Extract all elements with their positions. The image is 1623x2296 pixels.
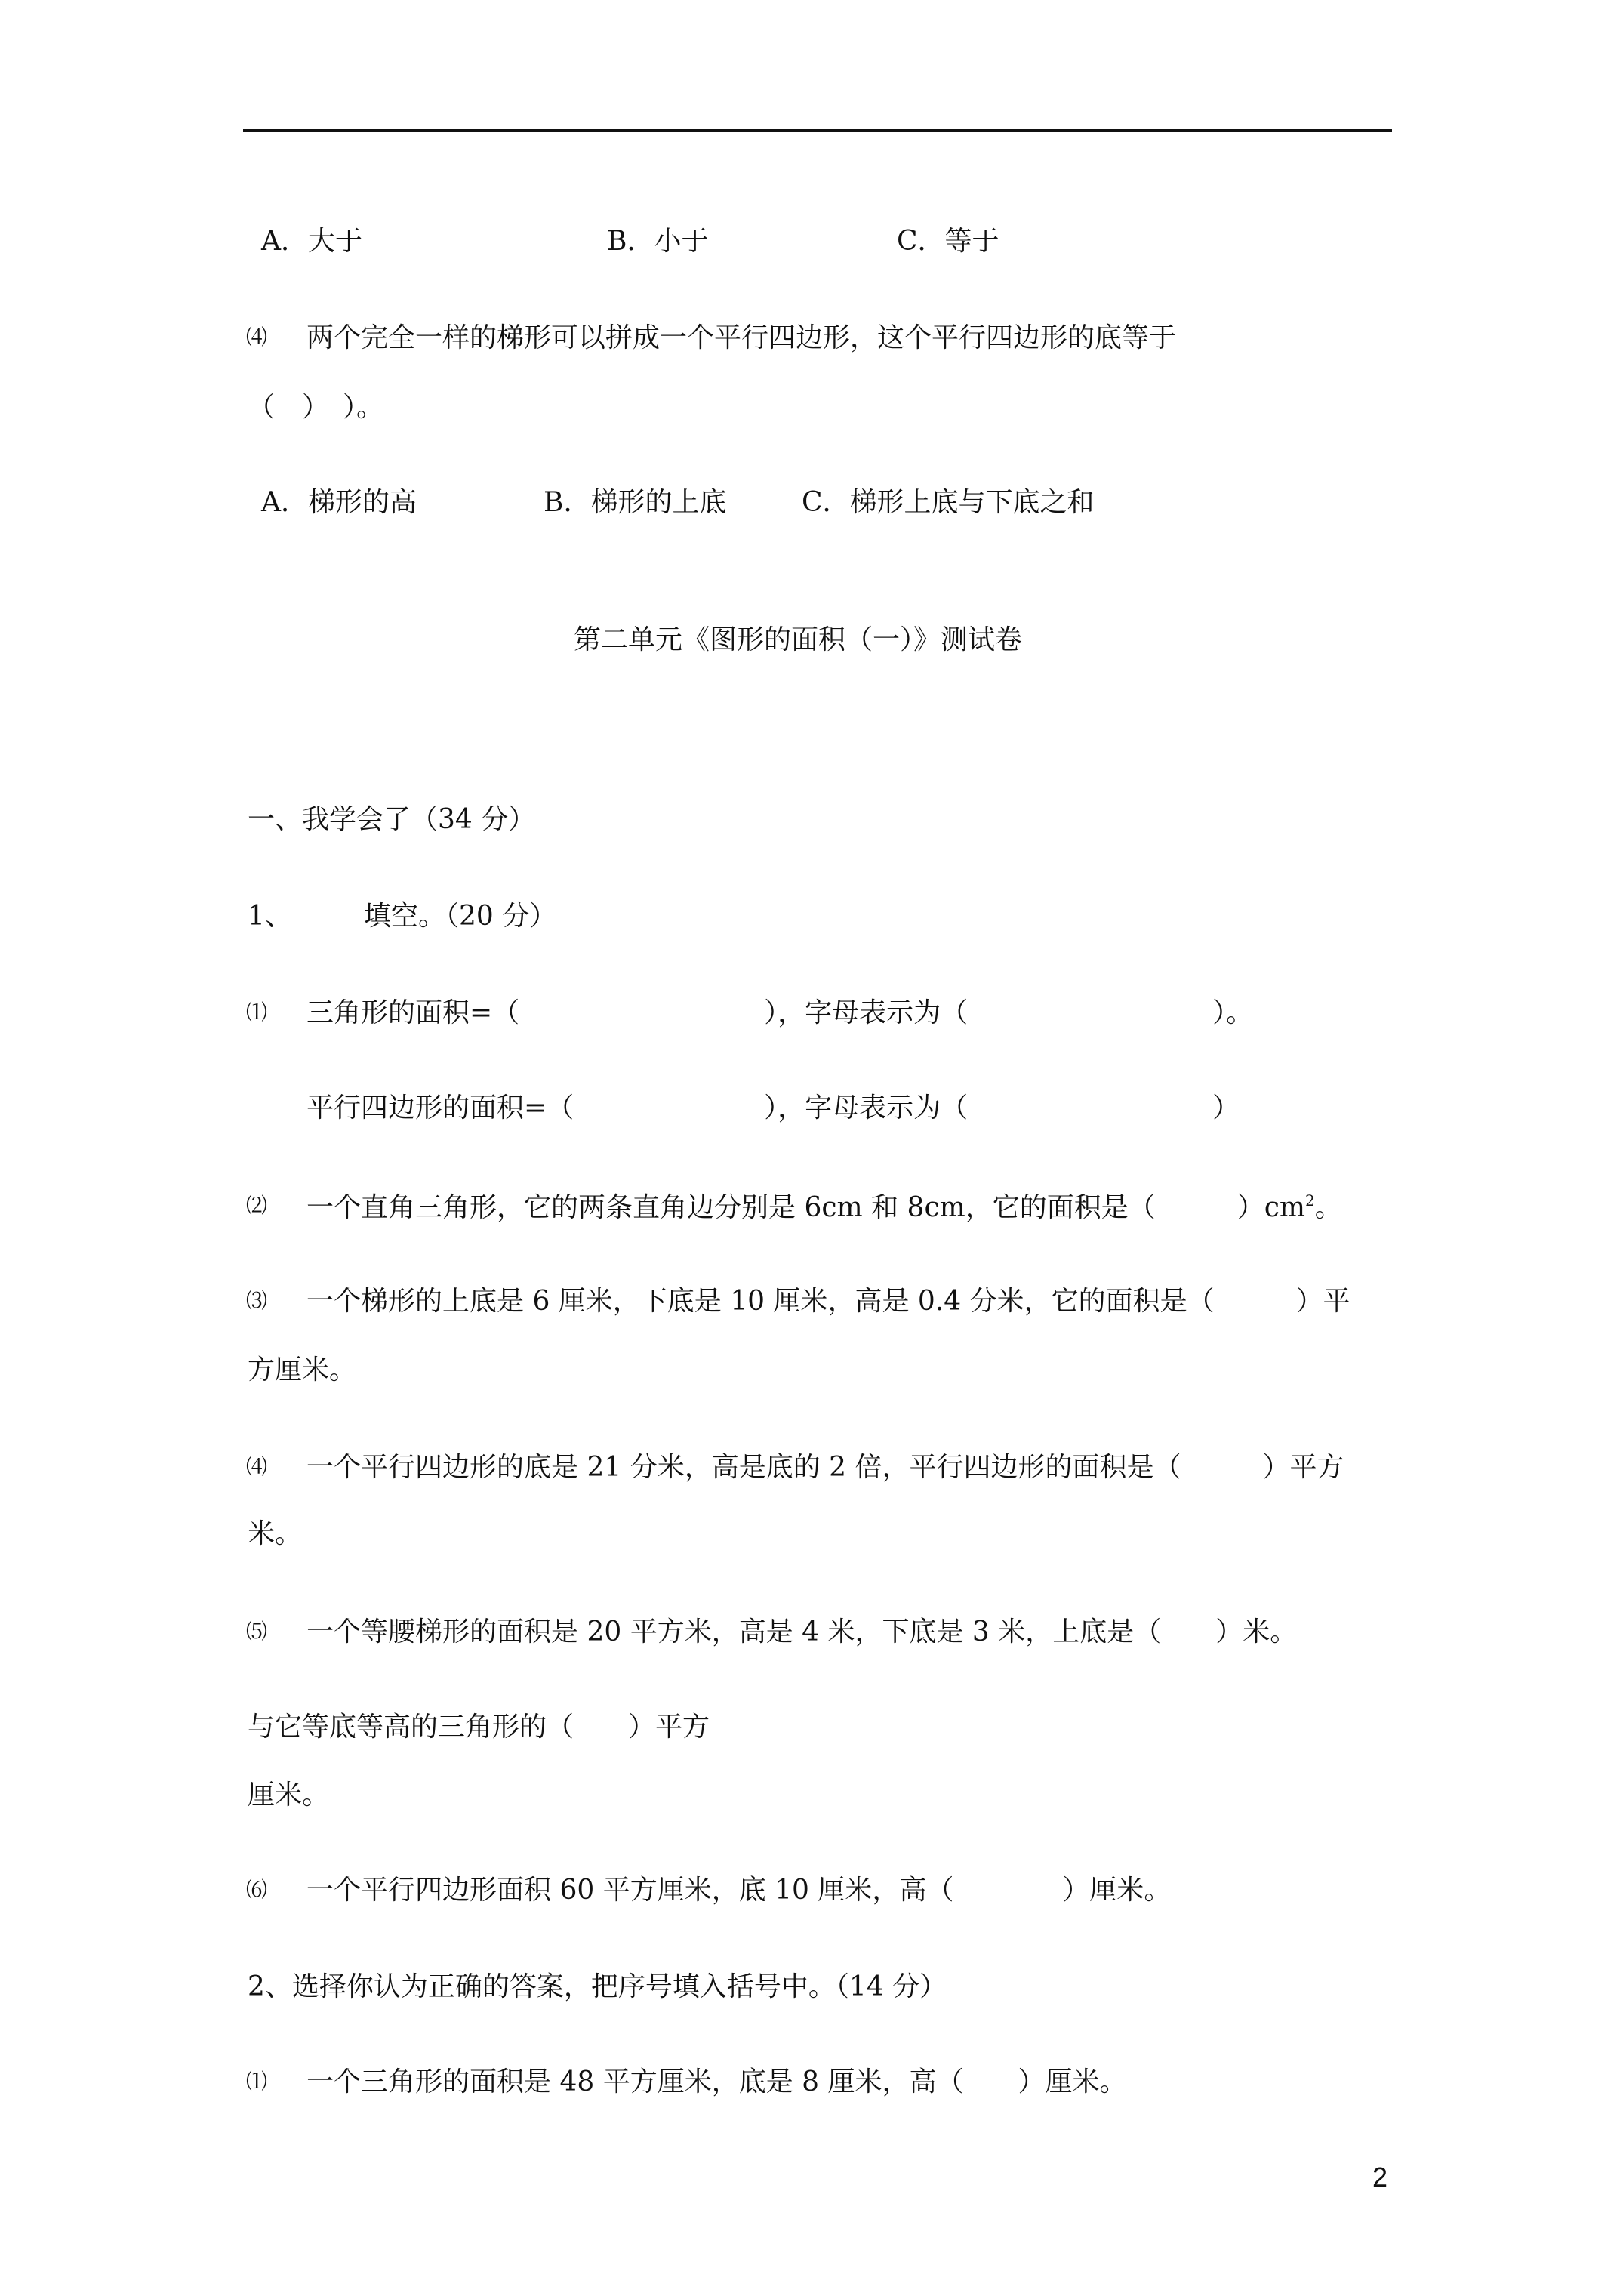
part1-label: 填空。（20 分） [364, 901, 557, 932]
prev-q4-text: 两个完全一样的梯形可以拼成一个平行四边形，这个平行四边形的底等于 [306, 322, 1177, 353]
page-number: 2 [1372, 2162, 1388, 2193]
q6-text: 一个平行四边形面积 60 平方厘米，底 10 厘米，高（ ）厘米。 [306, 1875, 1172, 1906]
section-heading: 一、我学会了（34 分） [248, 804, 536, 835]
part2-q1-text: 一个三角形的面积是 48 平方厘米，底是 8 厘米，高（ ）厘米。 [306, 2066, 1127, 2097]
q4-text: 一个平行四边形的底是 21 分米，高是底的 2 倍，平行四边形的面积是（ ）平方 [306, 1452, 1344, 1483]
q5-text: 一个等腰梯形的面积是 20 平方米，高是 4 米，下底是 3 米，上底是（ ）米。 [306, 1616, 1298, 1647]
q1-number: ⑴ [246, 1000, 268, 1025]
q5-extra-line1: 与它等底等高的三角形的（ ）平方 [248, 1712, 710, 1743]
q3-number: ⑶ [246, 1288, 268, 1313]
q5-extra-line2: 厘米。 [248, 1780, 330, 1811]
prev-q3-option-b: B．小于 [607, 226, 709, 257]
part2-q1-number: ⑴ [246, 2069, 268, 2094]
prev-q3-option-a: A．大于 [261, 226, 362, 257]
q3-text: 一个梯形的上底是 6 厘米，下底是 10 厘米，高是 0.4 分米，它的面积是（ ）平 [306, 1286, 1350, 1317]
q2-number: ⑵ [246, 1193, 268, 1218]
prev-q4-option-a: A．梯形的高 [261, 487, 417, 518]
part1-number: 1、 [248, 901, 292, 932]
q4-number: ⑷ [246, 1454, 268, 1479]
q3-continuation: 方厘米。 [248, 1354, 357, 1385]
prev-q4-option-b: B．梯形的上底 [544, 487, 727, 518]
document-title: 第二单元《图形的面积（一）》测试卷 [574, 624, 1023, 655]
q2-text: 一个直角三角形，它的两条直角边分别是 6cm 和 8cm，它的面积是（ ）$cm^2$。 [306, 1191, 1342, 1223]
prev-q4-blank: （ ） ）。 [248, 392, 384, 423]
q4-continuation: 米。 [248, 1518, 303, 1549]
q1-line1: 三角形的面积=（ ），字母表示为（ ）。 [306, 997, 1254, 1028]
prev-q3-option-c: C．等于 [897, 226, 999, 257]
q6-number: ⑹ [246, 1877, 268, 1902]
header-rule [243, 129, 1392, 132]
q1-line2: 平行四边形的面积=（ ），字母表示为（ ） [306, 1093, 1240, 1123]
prev-q4-option-c: C．梯形上底与下底之和 [802, 487, 1095, 518]
prev-q4-number: ⑷ [246, 325, 268, 350]
q5-number: ⑸ [246, 1619, 268, 1644]
part2-label: 2、选择你认为正确的答案，把序号填入括号中。（14 分） [248, 1971, 947, 2002]
